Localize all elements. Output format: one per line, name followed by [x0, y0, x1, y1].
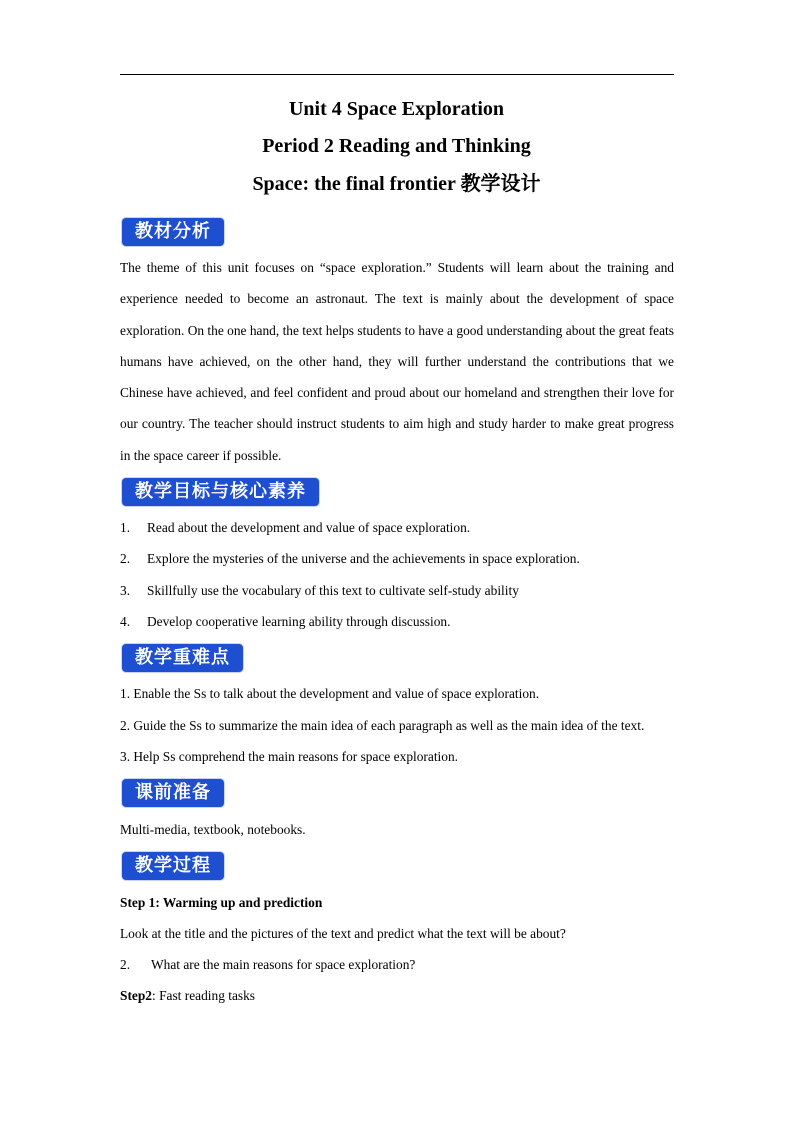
key-point-item: 2. Guide the Ss to summarize the main idea of each paragraph as well as the main idea of the text.	[120, 718, 645, 733]
objective-item	[120, 519, 680, 537]
section-heading-process: 教学过程	[122, 852, 224, 880]
objective-number: 1.	[120, 520, 131, 535]
section-heading-analysis: 教材分析	[122, 218, 224, 246]
objective-item	[120, 550, 680, 568]
objective-number: 4.	[120, 614, 131, 629]
objective-item	[120, 613, 680, 631]
key-point-item: 3. Help Ss comprehend the main reasons for space exploration.	[120, 749, 459, 764]
step1-item	[120, 956, 680, 974]
objective-number: 3.	[120, 583, 131, 598]
step2-text: : Fast reading tasks	[152, 988, 256, 1003]
step1-title: Step 1: Warming up and prediction	[120, 895, 323, 910]
analysis-paragraph: The theme of this unit focuses on “space exploration.” Students will learn about the training and experience needed to become an astronaut. The text is mainly about the development of space exploration. On the one hand, the text helps students to have a good understanding about the great feats humans have achieved, on the other hand, they will further understand the contributions that we Chinese have achieved, and feel confident and proud about our homeland and strengthen their love for our country. The teacher should instruct students to aim high and study harder to make great progress in the space career if possible.	[120, 260, 674, 463]
preparation-text: Multi-media, textbook, notebooks.	[120, 822, 306, 837]
objective-text: Skillfully use the vocabulary of this text to cultivate self-study ability	[147, 583, 519, 598]
objective-text: Read about the development and value of space exploration.	[147, 520, 471, 535]
title-lesson: Space: the final frontier 教学设计	[252, 173, 541, 195]
title-unit: Unit 4 Space Exploration	[288, 98, 505, 120]
objective-item	[120, 582, 680, 600]
title-period: Period 2 Reading and Thinking	[262, 135, 531, 157]
section-heading-preparation: 课前准备	[122, 779, 224, 807]
section-heading-key-points: 教学重难点	[122, 644, 243, 672]
objective-text: Develop cooperative learning ability through discussion.	[147, 614, 451, 629]
objective-number: 2.	[120, 551, 131, 566]
step1-item-text: What are the main reasons for space exploration?	[151, 957, 416, 972]
step1-item-number: 2.	[120, 957, 131, 972]
objective-text: Explore the mysteries of the universe and the achievements in space exploration.	[147, 551, 580, 566]
step2-line	[120, 987, 680, 1005]
step1-text: Look at the title and the pictures of the text and predict what the text will be about?	[120, 926, 566, 941]
step2-label: Step2	[120, 988, 152, 1003]
header-rule	[120, 74, 674, 75]
key-point-item: 1. Enable the Ss to talk about the development and value of space exploration.	[120, 686, 540, 701]
section-heading-objectives: 教学目标与核心素养	[122, 478, 319, 506]
